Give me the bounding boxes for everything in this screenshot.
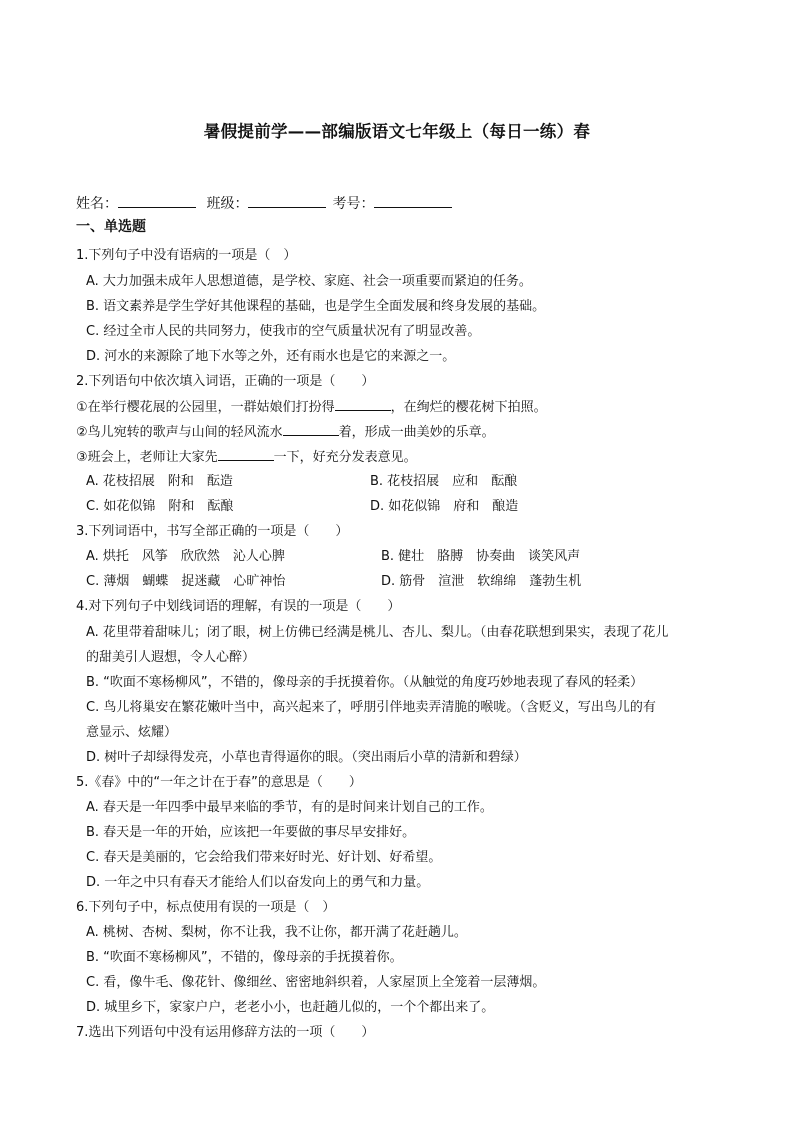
question-2-sentence-1 [76,398,547,417]
question-5-option-c: C. 春天是美丽的，它会给我们带来好时光、好计划、好希望。 [86,850,442,865]
fill-blank [335,398,391,411]
question-5-stem: 5.《春》中的“一年之计在于春”的意思是（ ） [76,775,362,790]
question-1-option-b: B. 语文素养是学生学好其他课程的基础，也是学生全面发展和终身发展的基础。 [86,299,546,314]
question-6-option-b: B. “吹面不寒杨柳风”，不错的，像母亲的手抚摸着你。 [86,950,403,965]
student-info-line [76,193,458,213]
question-4-option-d: D. 树叶子却绿得发亮，小草也青得逼你的眼。（突出雨后小草的清新和碧绿） [86,750,527,765]
number-blank[interactable] [374,195,452,208]
sentence-1-part-b: ，在绚烂的樱花树下拍照。 [390,400,547,415]
sentence-3-part-b: 一下，好充分发表意见。 [273,450,417,465]
sentence-2-part-b: 着，形成一曲美妙的乐章。 [338,425,495,440]
question-1-option-d: D. 河水的来源除了地下水等之外，还有雨水也是它的来源之一。 [86,349,456,364]
question-2-option-d: D. 如花似锦 府和 酿造 [370,499,519,514]
question-3-stem: 3.下列词语中，书写全部正确的一项是（ ） [76,524,349,539]
question-5-option-b: B. 春天是一年的开始，应该把一年要做的事尽早安排好。 [86,825,416,840]
fill-blank [218,448,274,461]
class-blank[interactable] [248,195,326,208]
question-2-option-c: C. 如花似锦 附和 酝酿 [86,499,234,514]
name-blank[interactable] [118,195,196,208]
question-3-option-a: A. 烘托 风筝 欣欣然 沁人心脾 [86,549,285,564]
question-6-option-c: C. 看，像牛毛、像花针、像细丝、密密地斜织着，人家屋顶上全笼着一层薄烟。 [86,975,546,990]
question-4-option-a-line-1: A. 花里带着甜味儿；闭了眼，树上仿佛已经满是桃儿、杏儿、梨儿。（由春花联想到果实，表现了花儿 [86,625,669,640]
question-1-option-c: C. 经过全市人民的共同努力，使我市的空气质量状况有了明显改善。 [86,324,481,339]
question-5-option-a: A. 春天是一年四季中最早来临的季节，有的是时间来计划自己的工作。 [86,800,493,815]
section-heading: 一、单选题 [76,219,146,235]
page-title: 暑假提前学——部编版语文七年级上（每日一练）春 [203,122,591,141]
question-4-option-b: B. “吹面不寒杨柳风”，不错的，像母亲的手抚摸着你。（从触觉的角度巧妙地表现了春风的轻柔） [86,675,644,690]
question-5-option-d: D. 一年之中只有春天才能给人们以奋发向上的勇气和力量。 [86,875,430,890]
question-4-option-a-line-2: 的甜美引人遐想，令人心醉） [86,650,256,665]
question-3-option-d: D. 筋骨 渲泄 软绵绵 蓬勃生机 [381,574,582,589]
question-6-option-d: D. 城里乡下，家家户户，老老小小，也赶趟儿似的，一个个都出来了。 [86,1000,495,1015]
class-label: 班级： [206,196,249,212]
name-label: 姓名： [76,196,118,212]
question-2-sentence-2 [76,423,495,442]
question-2-sentence-3 [76,448,417,467]
question-2-option-b: B. 花枝招展 应和 酝酿 [370,474,518,489]
question-6-option-a: A. 桃树、杏树、梨树，你不让我，我不让你，都开满了花赶趟儿。 [86,925,467,940]
sentence-1-part-a: ①在举行樱花展的公园里，一群姑娘们打扮得 [76,400,335,415]
question-6-stem: 6.下列句子中，标点使用有误的一项是（ ） [76,900,336,915]
question-3-option-b: B. 健壮 胳膊 协奏曲 谈笑风声 [381,549,581,564]
question-1-option-a: A. 大力加强未成年人思想道德，是学校、家庭、社会一项重要而紧迫的任务。 [86,274,532,289]
number-label: 考号： [332,196,375,212]
question-2-option-a: A. 花枝招展 附和 酝造 [86,474,233,489]
question-1-stem: 1.下列句子中没有语病的一项是（ ） [76,248,297,263]
question-2-stem: 2.下列语句中依次填入词语，正确的一项是（ ） [76,374,375,389]
question-3-option-c: C. 薄烟 蝴蝶 捉迷藏 心旷神怡 [86,574,286,589]
question-4-option-c-line-1: C. 鸟儿将巢安在繁花嫩叶当中，高兴起来了，呼朋引伴地卖弄清脆的喉咙。（含贬义，写出鸟儿的有 [86,700,656,715]
sentence-3-part-a: ③班会上，老师让大家先 [76,450,218,465]
sentence-2-part-a: ②鸟儿宛转的歌声与山间的轻风流水 [76,425,283,440]
question-4-option-c-line-2: 意显示、炫耀） [86,725,178,740]
fill-blank [283,423,339,436]
question-4-stem: 4.对下列句子中划线词语的理解，有误的一项是（ ） [76,599,401,614]
question-7-stem: 7.选出下列语句中没有运用修辞方法的一项（ ） [76,1025,375,1040]
